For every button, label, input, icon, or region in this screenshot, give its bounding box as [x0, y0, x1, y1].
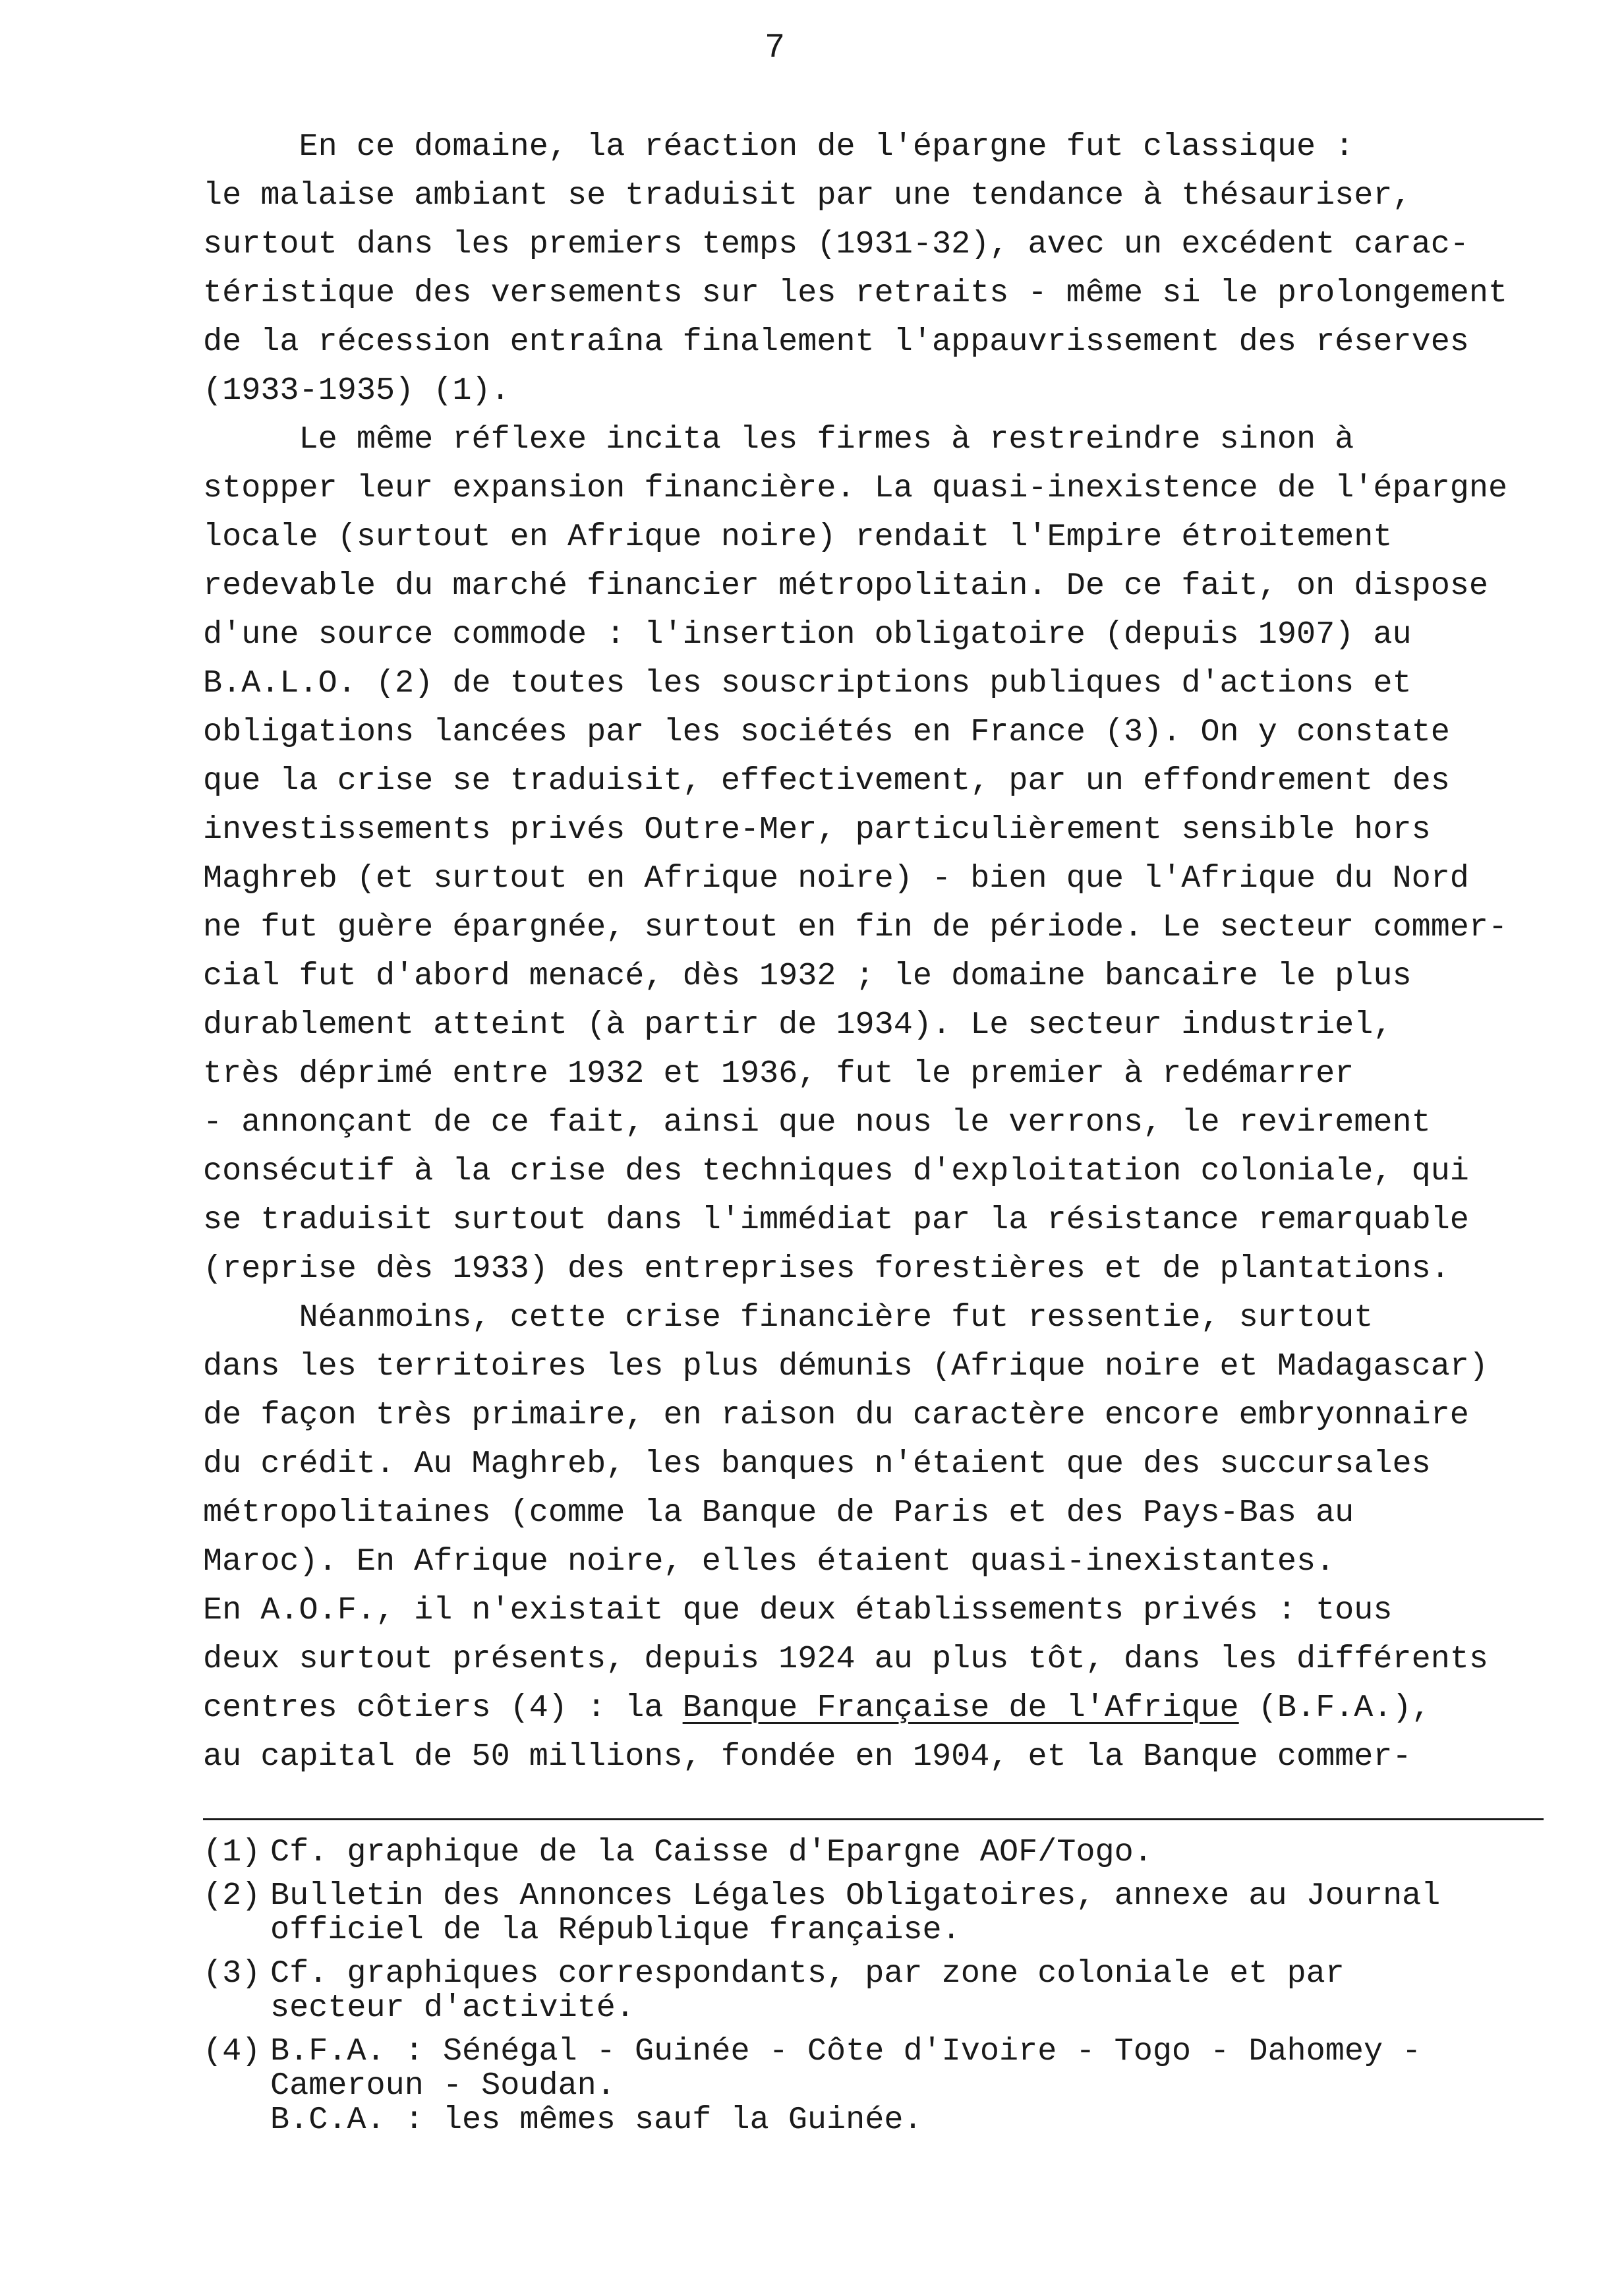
body-line: cial fut d'abord menacé, dès 1932 ; le domaine bancaire le plus — [203, 958, 1412, 994]
body-line: investissements privés Outre-Mer, particulièrement sensible hors — [203, 812, 1431, 848]
body-line: téristique des versements sur les retraits - même si le prolongement — [203, 275, 1508, 311]
footnote-number: (3) — [203, 1955, 261, 1992]
footnote-number: (2) — [203, 1878, 261, 1914]
footnote-line: B.C.A. : les mêmes sauf la Guinée. — [270, 2102, 923, 2138]
body-line: ne fut guère épargnée, surtout en fin de période. Le secteur commer- — [203, 909, 1508, 945]
body-line — [203, 1684, 1607, 1733]
body-line: Néanmoins, cette crise financière fut ressentie, surtout — [203, 1299, 1374, 1336]
body-line: obligations lancées par les sociétés en France (3). On y constate — [203, 714, 1450, 750]
body-text — [203, 123, 1607, 1781]
body-line: - annonçant de ce fait, ainsi que nous le verrons, le revirement — [203, 1104, 1431, 1141]
body-line: Maghreb (et surtout en Afrique noire) - bien que l'Afrique du Nord — [203, 860, 1469, 897]
body-line: locale (surtout en Afrique noire) rendait l'Empire étroitement — [203, 519, 1393, 555]
body-line: du crédit. Au Maghreb, les banques n'étaient que des succursales — [203, 1446, 1431, 1482]
body-line: de façon très primaire, en raison du caractère encore embryonnaire — [203, 1397, 1469, 1433]
footnote-1 — [203, 1835, 1607, 1870]
body-line: (1933-1935) (1). — [203, 372, 510, 409]
body-line: le malaise ambiant se traduisit par une tendance à thésauriser, — [203, 177, 1412, 214]
body-line: En A.O.F., il n'existait que deux établissements privés : tous — [203, 1592, 1393, 1628]
footnote-2 — [203, 1879, 1607, 1947]
body-line: que la crise se traduisit, effectivement, par un effondrement des — [203, 763, 1450, 799]
line-33-before: centres côtiers (4) : la — [203, 1690, 683, 1726]
footnote-number: (1) — [203, 1834, 261, 1870]
footnote-number: (4) — [203, 2033, 261, 2069]
footnote-line: Cf. graphique de la Caisse d'Epargne AOF/Togo. — [270, 1834, 1153, 1870]
body-line: très déprimé entre 1932 et 1936, fut le premier à redémarrer — [203, 1055, 1354, 1092]
body-line: Maroc). En Afrique noire, elles étaient quasi-inexistantes. — [203, 1543, 1335, 1580]
footnote-4 — [203, 2035, 1607, 2137]
body-line: B.A.L.O. (2) de toutes les souscriptions publiques d'actions et — [203, 665, 1412, 701]
body-line: En ce domaine, la réaction de l'épargne fut classique : — [203, 129, 1354, 165]
footnote-line: B.F.A. : Sénégal - Guinée - Côte d'Ivoire - Togo - Dahomey - — [270, 2033, 1422, 2069]
body-line: surtout dans les premiers temps (1931-32), avec un excédent carac- — [203, 226, 1469, 262]
body-line: métropolitaines (comme la Banque de Paris et des Pays-Bas au — [203, 1495, 1354, 1531]
body-line: Le même réflexe incita les firmes à restreindre sinon à — [203, 421, 1354, 458]
page-number: 7 — [765, 28, 786, 67]
footnote-divider — [203, 1818, 1544, 1820]
body-line: (reprise dès 1933) des entreprises forestières et de plantations. — [203, 1251, 1450, 1287]
body-line: dans les territoires les plus démunis (Afrique noire et Madagascar) — [203, 1348, 1489, 1384]
body-line: de la récession entraîna finalement l'appauvrissement des réserves — [203, 324, 1469, 360]
body-line: consécutif à la crise des techniques d'exploitation coloniale, qui — [203, 1153, 1469, 1189]
footnote-3 — [203, 1957, 1607, 2025]
footnote-line: Cameroun - Soudan. — [270, 2067, 616, 2104]
bank-name-underlined: Banque Française de l'Afrique — [682, 1690, 1239, 1726]
footnote-line: secteur d'activité. — [270, 1990, 635, 2026]
body-line: au capital de 50 millions, fondée en 1904, et la Banque commer- — [203, 1739, 1412, 1775]
footnote-line: Bulletin des Annonces Légales Obligatoires, annexe au Journal — [270, 1878, 1441, 1914]
body-line: durablement atteint (à partir de 1934). Le secteur industriel, — [203, 1007, 1393, 1043]
body-line: stopper leur expansion financière. La quasi-inexistence de l'épargne — [203, 470, 1508, 506]
body-line: deux surtout présents, depuis 1924 au plus tôt, dans les différents — [203, 1641, 1489, 1677]
body-line: redevable du marché financier métropolitain. De ce fait, on dispose — [203, 568, 1489, 604]
body-line: se traduisit surtout dans l'immédiat par la résistance remarquable — [203, 1202, 1469, 1238]
footnotes — [203, 1835, 1607, 2147]
footnote-line: officiel de la République française. — [270, 1912, 961, 1948]
body-line: d'une source commode : l'insertion obligatoire (depuis 1907) au — [203, 616, 1412, 653]
line-33-after: (B.F.A.), — [1238, 1690, 1431, 1726]
footnote-line: Cf. graphiques correspondants, par zone coloniale et par — [270, 1955, 1345, 1992]
